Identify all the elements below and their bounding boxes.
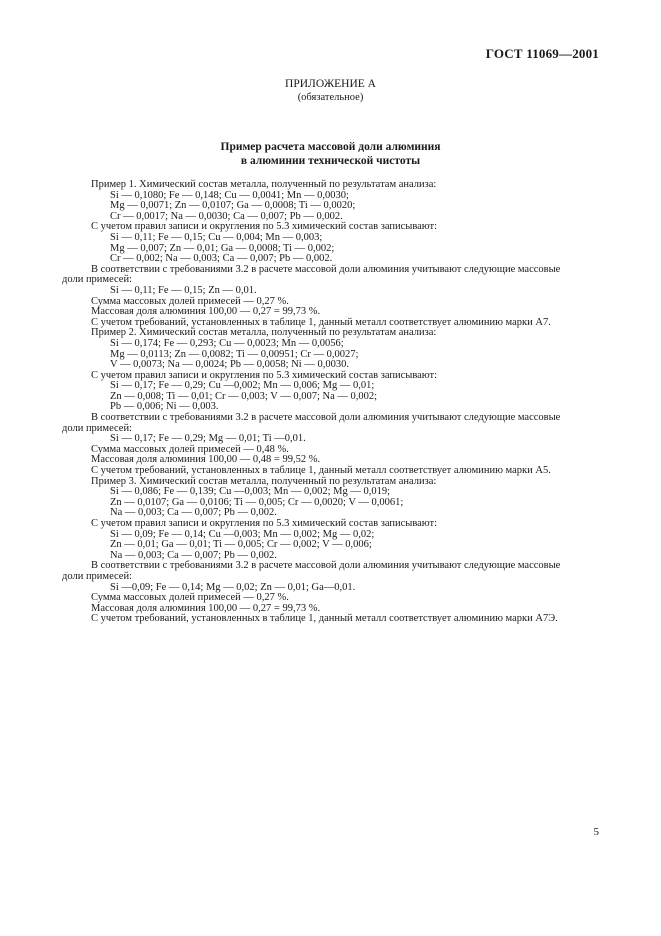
body-text — [62, 180, 602, 625]
text-line: Si — 0,1080; Fe — 0,148; Cu — 0,0041; Mn — 0,0030; — [110, 189, 349, 201]
section-heading — [0, 140, 661, 168]
text-line: Na — 0,003; Ca — 0,007; Pb — 0,002. — [110, 549, 277, 561]
text-line: Mg — 0,007; Zn — 0,01; Ga — 0,0008; Ti — 0,002; — [110, 242, 335, 254]
standard-code: ГОСТ 11069—2001 — [485, 46, 599, 61]
text-line: С учетом требований, установленных в таблице 1, данный металл соответствует алюминию марки А7. — [91, 316, 551, 328]
appendix-subtitle: (обязательное) — [297, 92, 364, 103]
text-line: Mg — 0,0113; Zn — 0,0082; Ti — 0,00951; Cr — 0,0027; — [110, 348, 359, 360]
text-line: Si — 0,17; Fe — 0,29; Cu —0,002; Mn — 0,006; Mg — 0,01; — [110, 380, 375, 392]
text-line: Mg — 0,0071; Zn — 0,0107; Ga — 0,0008; Ti — 0,0020; — [110, 200, 356, 212]
text-line: В соответствии с требованиями 3.2 в расчете массовой доли алюминия учитывают следующие массовые — [91, 263, 561, 275]
text-line: С учетом правил записи и округления по 5.3 химический состав записывают: — [91, 518, 438, 529]
text-line: Si — 0,086; Fe — 0,139; Cu —0,003; Mn — 0,002; Mg — 0,019; — [110, 486, 391, 498]
text-line: С учетом правил записи и округления по 5.3 химический состав записывают: — [91, 221, 438, 233]
text-line: Cr — 0,0017; Na — 0,0030; Ca — 0,007; Pb — 0,002. — [110, 210, 343, 222]
text-line: V — 0,0073; Na — 0,0024; Pb — 0,0058; Ni — 0,0030. — [110, 359, 349, 371]
text-line: Сумма массовых долей примесей — 0,48 %. — [91, 443, 289, 455]
text-line: Пример 2. Химический состав металла, полученный по результатам анализа: — [91, 327, 437, 339]
text-line: Сумма массовых долей примесей — 0,27 %. — [91, 592, 289, 604]
text-line: Массовая доля алюминия 100,00 — 0,48 = 99,52 %. — [91, 454, 321, 466]
appendix-block — [0, 78, 661, 104]
text-line: С учетом требований, установленных в таблице 1, данный металл соответствует алюминию марки А5. — [91, 465, 551, 477]
text-line: Пример 1. Химический состав металла, полученный по результатам анализа: — [91, 179, 437, 190]
text-line: доли примесей: — [62, 274, 132, 286]
text-line: Cr — 0,002; Na — 0,003; Ca — 0,007; Pb — 0,002. — [110, 253, 333, 265]
text-line: доли примесей: — [62, 422, 132, 434]
text-line: Zn — 0,008; Ti — 0,01; Cr — 0,003; V — 0,007; Na — 0,002; — [110, 390, 378, 402]
text-line: Zn — 0,01; Ga — 0,01; Ti — 0,005; Cr — 0,002; V — 0,006; — [110, 539, 372, 551]
text-line: Пример 3. Химический состав металла, полученный по результатам анализа: — [91, 475, 437, 487]
text-line: С учетом требований, установленных в таблице 1, данный металл соответствует алюминию марки А7Э. — [91, 613, 558, 625]
text-line: Сумма массовых долей примесей — 0,27 %. — [91, 295, 289, 307]
text-line: Массовая доля алюминия 100,00 — 0,27 = 99,73 %. — [91, 306, 321, 318]
text-line: Na — 0,003; Ca — 0,007; Pb — 0,002. — [110, 507, 277, 519]
text-line: Si — 0,09; Fe — 0,14; Cu —0,003; Mn — 0,002; Mg — 0,02; — [110, 528, 375, 540]
heading-line-2: в алюминии технической чистоты — [240, 155, 421, 167]
text-line: Pb — 0,006; Ni — 0,003. — [110, 401, 219, 413]
text-line: доли примесей: — [62, 570, 132, 582]
text-line: Si — 0,174; Fe — 0,293; Cu — 0,0023; Mn — 0,0056; — [110, 337, 344, 349]
text-line: Si — 0,11; Fe — 0,15; Cu — 0,004; Mn — 0,003; — [110, 231, 323, 243]
page-number: 5 — [593, 826, 599, 838]
text-line: Si —0,09; Fe — 0,14; Mg — 0,02; Zn — 0,01; Ga—0,01. — [110, 581, 356, 593]
text-line: С учетом правил записи и округления по 5.3 химический состав записывают: — [91, 369, 438, 381]
text-line: В соответствии с требованиями 3.2 в расчете массовой доли алюминия учитывают следующие массовые — [91, 412, 561, 424]
text-line: Массовая доля алюминия 100,00 — 0,27 = 99,73 %. — [91, 602, 321, 614]
text-line: В соответствии с требованиями 3.2 в расчете массовой доли алюминия учитывают следующие массовые — [91, 560, 561, 572]
text-line: Zn — 0,0107; Ga — 0,0106; Ti — 0,005; Cr — 0,0020; V — 0,0061; — [110, 496, 404, 508]
heading-line-1: Пример расчета массовой доли алюминия — [220, 141, 441, 153]
text-line: Si — 0,17; Fe — 0,29; Mg — 0,01; Ti —0,01. — [110, 433, 306, 445]
appendix-title: ПРИЛОЖЕНИЕ А — [285, 78, 376, 90]
text-line: Si — 0,11; Fe — 0,15; Zn — 0,01. — [110, 284, 257, 296]
